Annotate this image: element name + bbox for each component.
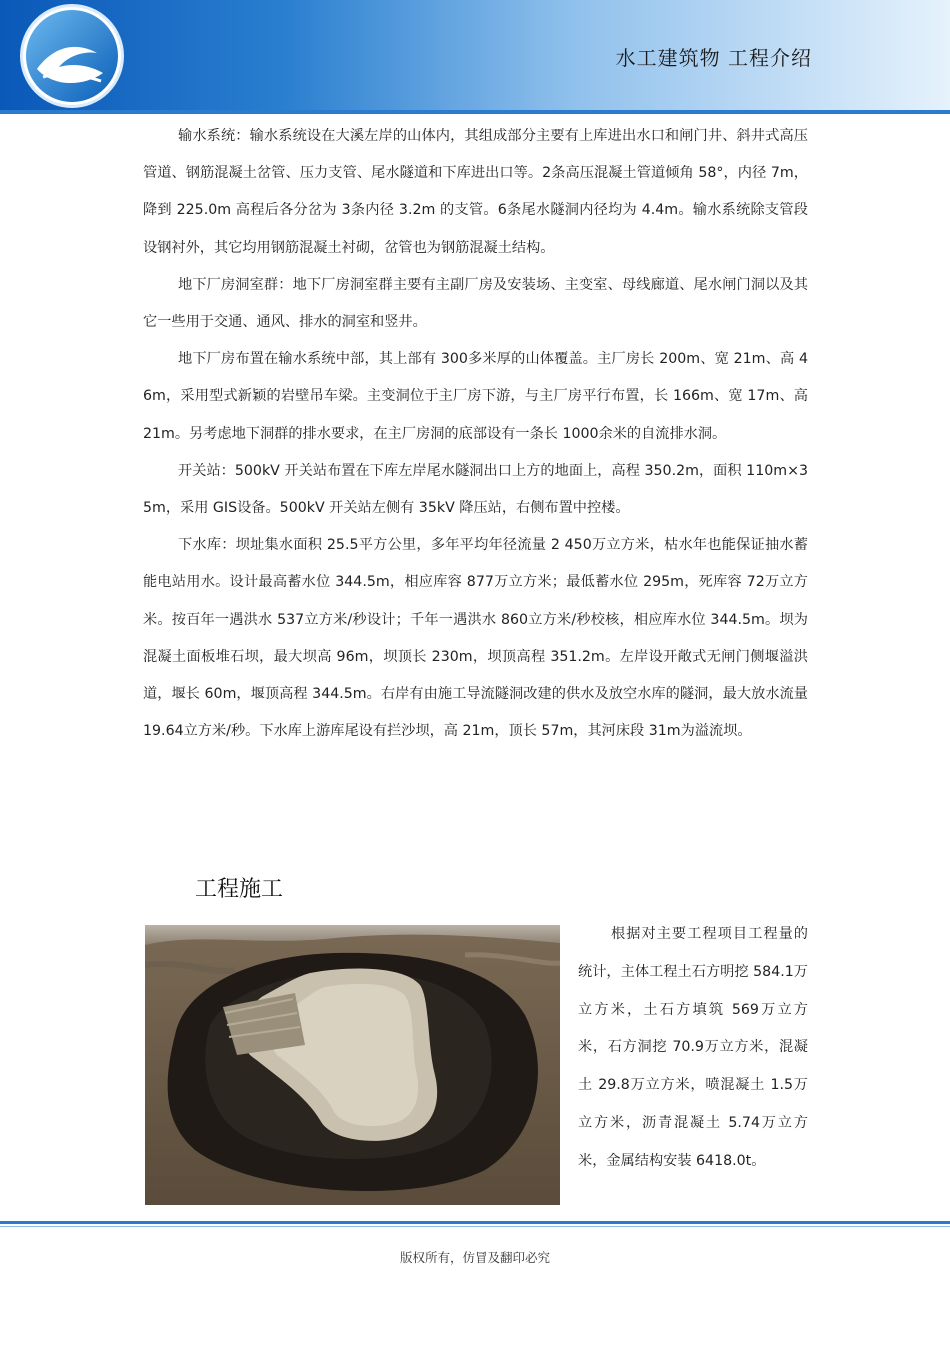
paragraph-switchyard: 开关站：500kV 开关站布置在下库左岸尾水隧洞出口上方的地面上，高程 350.2m，面积 110m×35m，采用 GIS设备。500kV 开关站左侧有 35kV 降压站，右侧布置中控楼。 <box>143 462 808 517</box>
header-title: 水工建筑物 工程介绍 <box>615 46 812 70</box>
main-content <box>143 118 808 750</box>
wave-logo-icon <box>23 7 121 105</box>
construction-quantities-text <box>578 916 808 1181</box>
reservoir-photo <box>145 925 560 1205</box>
section-heading: 工程施工 <box>195 877 284 902</box>
page-header <box>0 0 950 112</box>
paragraph-powerhouse-layout: 地下厂房布置在输水系统中部，其上部有 300多米厚的山体覆盖。主厂房长 200m、宽 21m、高 46m，采用型式新颖的岩壁吊车梁。主变洞位于主厂房下游，与主厂房平行布置，长 166m、宽 17m、高 21m。另考虑地下洞群的排水要求，在主厂房洞的底部设有一条长 1000余米的自流排水洞。 <box>143 351 808 442</box>
footer-divider <box>0 1221 950 1224</box>
header-divider <box>0 110 950 114</box>
paragraph-lower-reservoir: 下水库：坝址集水面积 25.5平方公里，多年平均年径流量 2 450万立方米，枯水年也能保证抽水蓄能电站用水。设计最高蓄水位 344.5m，相应库容 877万立方米；最低蓄水位 295m，死库容 72万立方米。按百年一遇洪水 537立方米/秒设计；千年一遇洪水 860立方米/秒校核，相应库水位 344.5m。坝为混凝土面板堆石坝，最大坝高 96m，坝顶长 230m，坝顶高程 351.2m。左岸设开敞式无闸门侧堰溢洪道，堰长 60m，堰顶高程 344.5m。右岸有由施工导流隧洞改建的供水及放空水库的隧洞，最大放水流量 19.64立方米/秒。下水库上游库尾设有拦沙坝，高 21m，顶长 57m，其河床段 31m为溢流坝。 <box>143 537 808 740</box>
school-logo <box>20 4 124 108</box>
paragraph-water-conveyance: 输水系统：输水系统设在大溪左岸的山体内，其组成部分主要有上库进出水口和闸门井、斜井式高压管道、钢筋混凝土岔管、压力支管、尾水隧道和下库进出口等。2条高压混凝土管道倾角 58°，内径 7m，降到 225.0m 高程后各分岔为 3条内径 3.2m 的支管。6条尾水隧洞内径均为 4.4m。输水系统除支管段设钢衬外，其它均用钢筋混凝土衬砌，岔管也为钢筋混凝土结构。 <box>143 128 808 256</box>
paragraph-cavern-group: 地下厂房洞室群：地下厂房洞室群主要有主副厂房及安装场、主变室、母线廊道、尾水闸门洞以及其它一些用于交通、通风、排水的洞室和竖井。 <box>143 276 808 331</box>
copyright-notice: 版权所有，仿冒及翻印必究 <box>399 1250 550 1265</box>
construction-quantities-paragraph: 根据对主要工程项目工程量的统计，主体工程土石方明挖 584.1万立方米，土石方填筑 569万立方米，石方洞挖 70.9万立方米，混凝土 29.8万立方米，喷混凝土 1.5万立方米，沥青混凝土 5.74万立方米，金属结构安装 6418.0t。 <box>578 926 808 1169</box>
footer-divider-thin <box>0 1226 950 1227</box>
